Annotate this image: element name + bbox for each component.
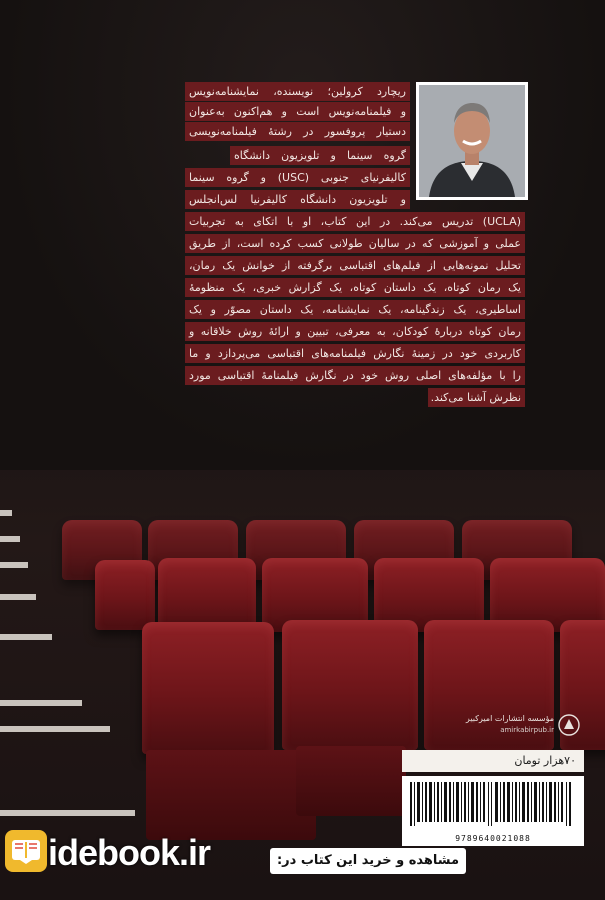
watermark-brand[interactable]: idebook.ir [48,832,211,873]
stair-edge [0,510,12,516]
seat-cushion [296,746,406,816]
seat [142,622,274,754]
bio-line: رمان کوتاه دربارهٔ کودکان، به معرفی، تبیین و ارائهٔ روش خلاقانه و [185,322,525,341]
price-label: ۷۰هزار تومان [402,750,584,772]
publisher-mark [412,712,580,740]
author-bio [0,0,605,420]
watermark-cta[interactable]: مشاهده و خرید این کتاب در: [270,848,466,874]
stair-edge [0,562,28,568]
bio-line: عملی و آموزشی که در سالیان طولانی کسب کرده است، از طریق [185,234,525,253]
stair-edge [0,810,135,816]
isbn-number: 9789640021088 [455,834,531,843]
publisher-name: مؤسسه انتشارات امیرکبیر [465,714,554,723]
bio-line: و تلویزیون دانشگاه کالیفرنیا لس‌انجلس [185,190,410,209]
bio-line: کالیفرنیای جنوبی (USC) و گروه سینما [185,168,410,187]
bio-line: نظرش آشنا می‌کند. [428,388,525,407]
bio-line: یک رمان کوتاه، یک داستان کوتاه، یک گزارش خبری، یک منظومهٔ [185,278,525,297]
bio-line: (UCLA) تدریس می‌کند. در این کتاب، او با اتکای به تجربیات [185,212,525,231]
seat [282,620,418,750]
bio-line: تحلیل نمونه‌هایی از فیلم‌های اقتباسی برگرفته از خوانش یک رمان، [185,256,525,275]
bio-line: اساطیری، یک زندگینامه، یک نمایشنامه، یک داستان مصوّر و یک [185,300,525,319]
stair-edge [0,594,36,600]
stair-edge [0,726,110,732]
publisher-url: amirkabirpub.ir [500,726,554,734]
bio-line: گروه سینما و تلویزیون دانشگاه [230,146,410,165]
stair-edge [0,634,52,640]
bio-line: ریچارد کرولین؛ نویسنده، نمایشنامه‌نویس [185,82,410,101]
bio-line: را با مؤلفه‌های اصلی روش خود در نگارش فیلمنامهٔ اقتباسی مورد [185,366,525,385]
seat [158,558,256,632]
bio-line: کاربردی خود در زمینهٔ نگارش فیلمنامه‌های اقتباسی می‌پردازد و ما [185,344,525,363]
bio-line: دستیار پروفسور در رشتهٔ فیلمنامه‌نویسی [185,122,410,141]
publisher-logo-icon [558,714,580,736]
book-icon [10,836,42,866]
watermark-bar [0,822,605,900]
stair-edge [0,700,82,706]
watermark-logo[interactable] [5,830,47,872]
seat [95,560,155,630]
bio-line: و فیلمنامه‌نویس است و هم‌اکنون به‌عنوان [185,102,410,121]
stair-edge [0,536,20,542]
barcode-bars [410,782,576,826]
